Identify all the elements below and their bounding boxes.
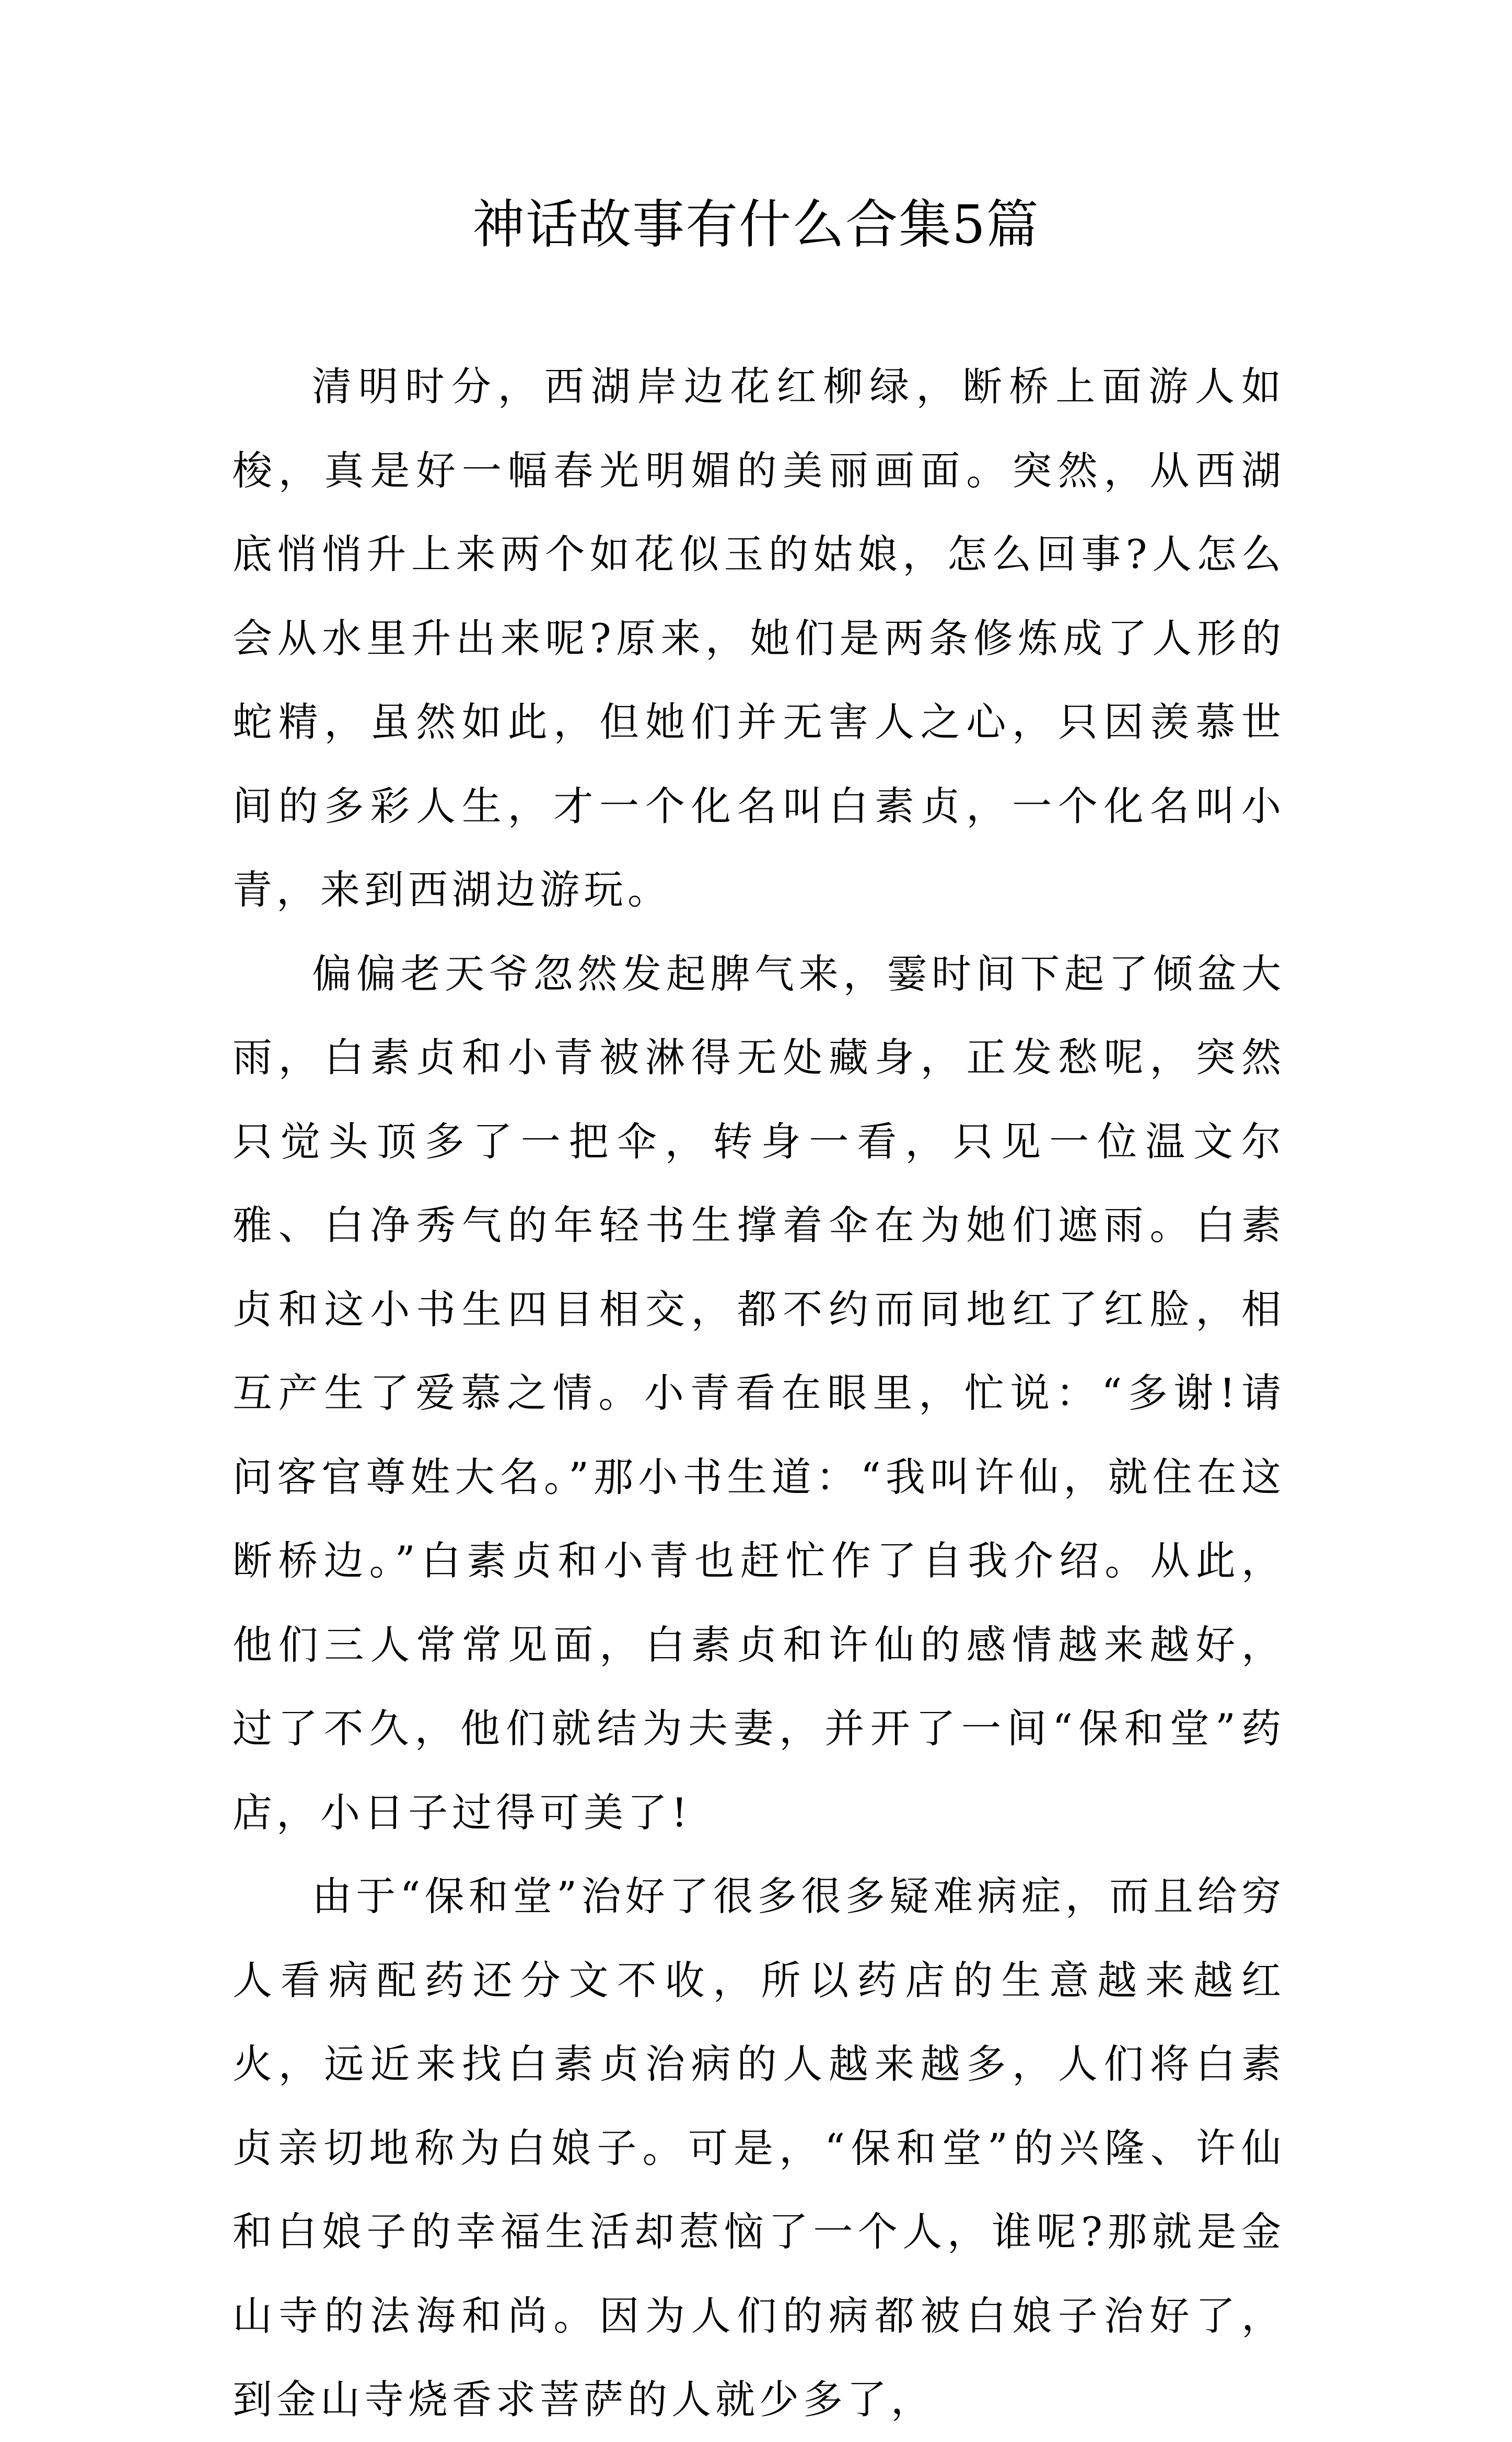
paragraph-3: 由于“保和堂”治好了很多很多疑难病症，而且给穷人看病配药还分文不收，所以药店的生意越来越红火，远近来找白素贞治病的人越来越多，人们将白素贞亲切地称为白娘子。可是，“保和堂”的兴隆、许仙和白娘子的幸福生活却惹恼了一个人，谁呢?那就是金山寺的法海和尚。因为人们的病都被白娘子治好了，到金山寺烧香求菩萨的人就少多了， (232, 1873, 1285, 2423)
document-title: 神话故事有什么合集5篇 (472, 194, 1040, 255)
document-body (232, 345, 1285, 2442)
paragraph-1: 清明时分，西湖岸边花红柳绿，断桥上面游人如梭，真是好一幅春光明媚的美丽画面。突然，从西湖底悄悄升上来两个如花似玉的姑娘，怎么回事?人怎么会从水里升出来呢?原来，她们是两条修炼成了人形的蛇精，虽然如此，但她们并无害人之心，只因羡慕世间的多彩人生，才一个化名叫白素贞，一个化名叫小青，来到西湖边游玩。 (232, 363, 1285, 913)
paragraph-2: 偏偏老天爷忽然发起脾气来，霎时间下起了倾盆大雨，白素贞和小青被淋得无处藏身，正发愁呢，突然只觉头顶多了一把伞，转身一看，只见一位温文尔雅、白净秀气的年轻书生撑着伞在为她们遮雨。白素贞和这小书生四目相交，都不约而同地红了红脸，相互产生了爱慕之情。小青看在眼里，忙说：“多谢!请问客官尊姓大名。”那小书生道：“我叫许仙，就住在这断桥边。”白素贞和小青也赶忙作了自我介绍。从此，他们三人常常见面，白素贞和许仙的感情越来越好，过了不久，他们就结为夫妻，并开了一间“保和堂”药店，小日子过得可美了! (232, 950, 1285, 1836)
